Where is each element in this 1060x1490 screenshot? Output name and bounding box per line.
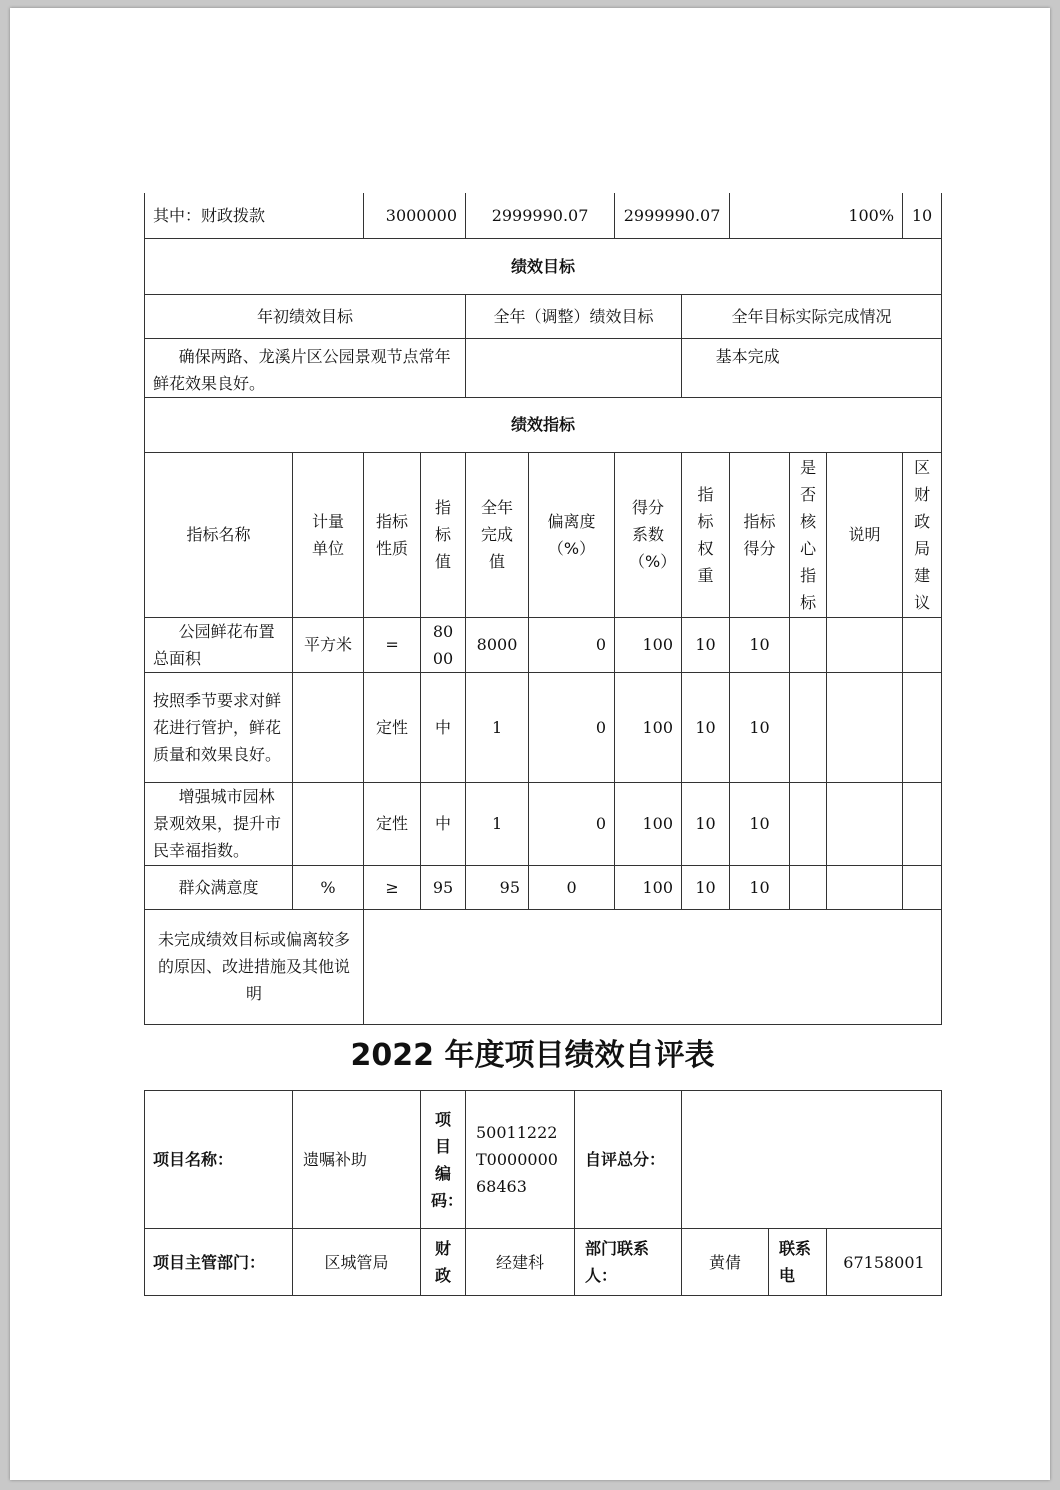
indicator-name: 增强城市园林景观效果，提升市民幸福指数。 bbox=[145, 782, 293, 865]
indicator-nature: ≥ bbox=[364, 865, 421, 909]
indicator-suggestion bbox=[903, 865, 942, 909]
indicator-actual: 1 bbox=[466, 672, 529, 782]
hdr-weight: 指标权重 bbox=[682, 452, 730, 617]
indicator-score: 10 bbox=[730, 782, 790, 865]
hdr-suggestion: 区财政局建议 bbox=[903, 452, 942, 617]
funding-executed: 2999990.07 bbox=[615, 193, 730, 238]
table-row bbox=[145, 865, 942, 909]
indicators-section-title: 绩效指标 bbox=[145, 397, 942, 452]
project-code-label: 项目编码： bbox=[421, 1091, 466, 1229]
indicator-core bbox=[790, 617, 827, 672]
indicator-weight: 10 bbox=[682, 865, 730, 909]
indicator-core bbox=[790, 782, 827, 865]
indicator-deviation: 0 bbox=[529, 782, 615, 865]
indicator-target: 中 bbox=[421, 672, 466, 782]
finance-label: 财政 bbox=[421, 1229, 466, 1296]
project-code: 50011222T000000068463 bbox=[466, 1091, 575, 1229]
project-name-label: 项目名称： bbox=[145, 1091, 293, 1229]
indicator-coef: 100 bbox=[615, 865, 682, 909]
goals-adjusted-text bbox=[466, 338, 682, 397]
hdr-unit: 计量单位 bbox=[293, 452, 364, 617]
indicator-coef: 100 bbox=[615, 782, 682, 865]
phone: 67158001 bbox=[827, 1229, 942, 1296]
phone-label: 联系电 bbox=[769, 1229, 827, 1296]
indicator-weight: 10 bbox=[682, 672, 730, 782]
indicator-target: 95 bbox=[421, 865, 466, 909]
project-name: 遗嘱补助 bbox=[293, 1091, 421, 1229]
indicator-score: 10 bbox=[730, 865, 790, 909]
table-row bbox=[145, 672, 942, 782]
indicator-deviation: 0 bbox=[529, 617, 615, 672]
indicator-name: 群众满意度 bbox=[145, 865, 293, 909]
hdr-score: 指标得分 bbox=[730, 452, 790, 617]
indicator-target: 8000 bbox=[421, 617, 466, 672]
reason-label: 未完成绩效目标或偏离较多的原因、改进措施及其他说明 bbox=[145, 909, 364, 1024]
indicator-coef: 100 bbox=[615, 672, 682, 782]
indicator-weight: 10 bbox=[682, 782, 730, 865]
indicator-suggestion bbox=[903, 782, 942, 865]
funding-adjusted: 2999990.07 bbox=[466, 193, 615, 238]
funding-weight: 10 bbox=[903, 193, 942, 238]
indicator-unit: 平方米 bbox=[293, 617, 364, 672]
indicator-note bbox=[827, 672, 903, 782]
indicator-target: 中 bbox=[421, 782, 466, 865]
indicator-name: 公园鲜花布置总面积 bbox=[145, 617, 293, 672]
funding-row bbox=[145, 193, 942, 238]
indicator-deviation: 0 bbox=[529, 672, 615, 782]
indicator-suggestion bbox=[903, 672, 942, 782]
hdr-core: 是否核心指标 bbox=[790, 452, 827, 617]
second-form-title: 2022 年度项目绩效自评表 bbox=[350, 1038, 715, 1073]
funding-budget: 3000000 bbox=[364, 193, 466, 238]
total-score bbox=[682, 1091, 942, 1229]
finance-dept: 经建科 bbox=[466, 1229, 575, 1296]
dept-label: 项目主管部门： bbox=[145, 1229, 293, 1296]
project-info-table bbox=[144, 1090, 942, 1296]
hdr-name: 指标名称 bbox=[145, 452, 293, 617]
contact: 黄倩 bbox=[682, 1229, 769, 1296]
indicators-header-row bbox=[145, 452, 942, 617]
indicator-actual: 8000 bbox=[466, 617, 529, 672]
indicator-score: 10 bbox=[730, 672, 790, 782]
goals-actual-text: 基本完成 bbox=[682, 338, 942, 397]
indicator-core bbox=[790, 672, 827, 782]
goals-col-initial: 年初绩效目标 bbox=[145, 294, 466, 338]
dept: 区城管局 bbox=[293, 1229, 421, 1296]
goals-col-adjusted: 全年（调整）绩效目标 bbox=[466, 294, 682, 338]
indicator-nature: 定性 bbox=[364, 672, 421, 782]
indicator-name: 按照季节要求对鲜花进行管护，鲜花质量和效果良好。 bbox=[145, 672, 293, 782]
indicator-unit bbox=[293, 782, 364, 865]
indicator-note bbox=[827, 782, 903, 865]
hdr-deviation: 偏离度（%） bbox=[529, 452, 615, 617]
table-row bbox=[145, 617, 942, 672]
reason-text bbox=[364, 909, 942, 1024]
hdr-actual: 全年完成值 bbox=[466, 452, 529, 617]
indicator-coef: 100 bbox=[615, 617, 682, 672]
indicator-core bbox=[790, 865, 827, 909]
indicator-actual: 1 bbox=[466, 782, 529, 865]
funding-rate: 100% bbox=[730, 193, 903, 238]
contact-label: 部门联系人： bbox=[575, 1229, 682, 1296]
hdr-note: 说明 bbox=[827, 452, 903, 617]
indicator-actual: 95 bbox=[466, 865, 529, 909]
indicator-deviation: 0 bbox=[529, 865, 615, 909]
indicator-nature: 定性 bbox=[364, 782, 421, 865]
indicator-suggestion bbox=[903, 617, 942, 672]
indicator-unit bbox=[293, 672, 364, 782]
hdr-nature: 指标性质 bbox=[364, 452, 421, 617]
hdr-coef: 得分系数（%） bbox=[615, 452, 682, 617]
indicator-weight: 10 bbox=[682, 617, 730, 672]
hdr-target: 指标值 bbox=[421, 452, 466, 617]
total-score-label: 自评总分： bbox=[575, 1091, 682, 1229]
funding-label: 其中：财政拨款 bbox=[145, 193, 364, 238]
indicator-note bbox=[827, 617, 903, 672]
indicator-note bbox=[827, 865, 903, 909]
performance-table bbox=[144, 193, 942, 1025]
table-row bbox=[145, 782, 942, 865]
goals-initial-text: 确保两路、龙溪片区公园景观节点常年鲜花效果良好。 bbox=[145, 338, 466, 397]
indicator-unit: % bbox=[293, 865, 364, 909]
indicator-score: 10 bbox=[730, 617, 790, 672]
goals-col-actual: 全年目标实际完成情况 bbox=[682, 294, 942, 338]
goals-section-title: 绩效目标 bbox=[145, 238, 942, 294]
indicator-nature: = bbox=[364, 617, 421, 672]
